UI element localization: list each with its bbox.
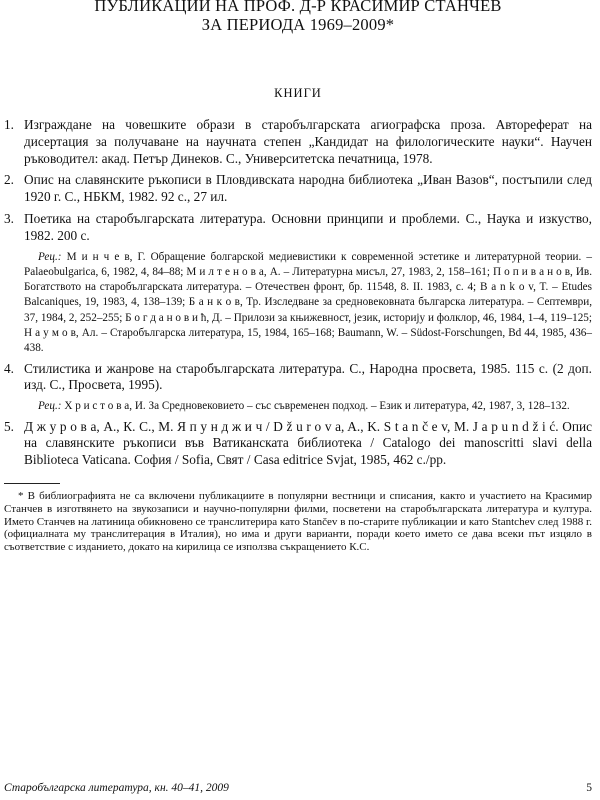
bibliography-entry [4,172,592,206]
entry-number: 4. [4,360,14,376]
bibliography-entry [4,117,592,167]
title-line-1: ПУБЛИКАЦИИ НА ПРОФ. Д-Р КРАСИМИР СТАНЧЕВ [94,0,502,15]
bibliography-entry [4,361,592,415]
review-label: Рец.: [38,250,62,263]
entry-text: Стилистика и жанрове на старобългарската литература. С., Народна просвета, 1985. 115 с. (2 доп. изд. С., Просвета, 1995). [24,360,592,393]
entry-number: 2. [4,172,14,188]
journal-name: Старобългарска литература, кн. 40–41, 2009 [4,782,229,794]
footnote: * В библиографията не са включени публикациите в популярни вестници и списания, както и участието на Красимир Станчев в изготвянето на звукозаписи и научно-популярни филми, посветени на старобългарската литература и култура. Името Станчев на латиница обикновено се транслитерира като Stančev в по-старите публикации и като Stantchev след 1988 г. (официалната му транслитерация в Италия), но има и други варианти, поради което името се дава всеки път изцяло в съответствие с изданието, докато на кирилица се използва съкращението К.С. [4,489,592,554]
entry-number: 5. [4,418,14,434]
review-block [24,399,592,414]
page-footer [4,782,592,794]
entry-text: Д ж у р о в а, А., К. С., М. Я п у н д ж и ч / D ž u r o v a, A., K. S t a n č e v, M. J a p u n d ž i ć. Опис на славянските ръкописи във Ватиканската библиотека / Catalogo dei manoscritti slavi della Biblioteca Vaticana. София / Sofia, Свят / Casa editrice Svjat, 1985, 462 с./pp. [24,418,592,468]
review-label: Рец.: [38,400,62,413]
page-number: 5 [586,782,592,794]
section-heading: КНИГИ [274,86,322,100]
bibliography-entry [4,211,592,357]
entry-number: 3. [4,210,14,226]
footnote-divider [4,483,60,484]
page-title [4,0,592,34]
entry-text: Опис на славянските ръкописи в Пловдивската народна библиотека „Иван Вазов“, постъпили след 1920 г. С., НБКМ, 1982. 92 с., 27 ил. [24,172,592,205]
review-text: Х р и с т о в а, И. За Средновековието – със съвременен подход. – Език и литература, 42, 1987, 3, 128–132. [64,400,570,413]
review-text: М и н ч е в, Г. Обращение болгарской медиевистики к современной эстетике и литературной теории. – Palaeobulgarica, 6, 1982, 4, 84–88; М и л т е н о в а, А. – Литературна мисъл, 27, 1983, 2, 158–161; П о п и в а н о в, Ив. Богатството на старобългарската литература. – Отечествен фронт, бр. 11548, 8. II. 1983, с. 4; B a n k o v, T. – Etudes Balcaniques, 19, 1983, 4, 138–139; Б а н к о в, Тр. Изследване за средновековната българска литература. – Септември, 37, 1984, 2, 252–255; Б о г д а н о в и ћ, Д. – Прилози за књижевност, језик, историју и фолклор, 46, 1984, 1–4, 119–125; Н а у м о в, Ал. – Старобългарска литература, 15, 1984, 165–168; Baumann, W. – Südost-Forschungen, Bd 44, 1985, 436–438. [24,250,592,355]
review-block [24,250,592,357]
entry-text: Поетика на старобългарската литература. Основни принципи и проблеми. С., Наука и изкуство, 1982. 200 с. [24,210,592,243]
entry-text: Изграждане на човешките образи в старобългарската агиографска проза. Автореферат на дисертация за получаване на научната степен „Кандидат на филологическите науки“. Научен ръководител: акад. Петър Динеков. С., Университетска печатница, 1978. [24,117,592,166]
bibliography-entry [4,419,592,469]
bibliography-list [4,117,592,469]
title-line-2: ЗА ПЕРИОДА 1969–2009* [201,15,395,34]
entry-number: 1. [4,117,14,132]
